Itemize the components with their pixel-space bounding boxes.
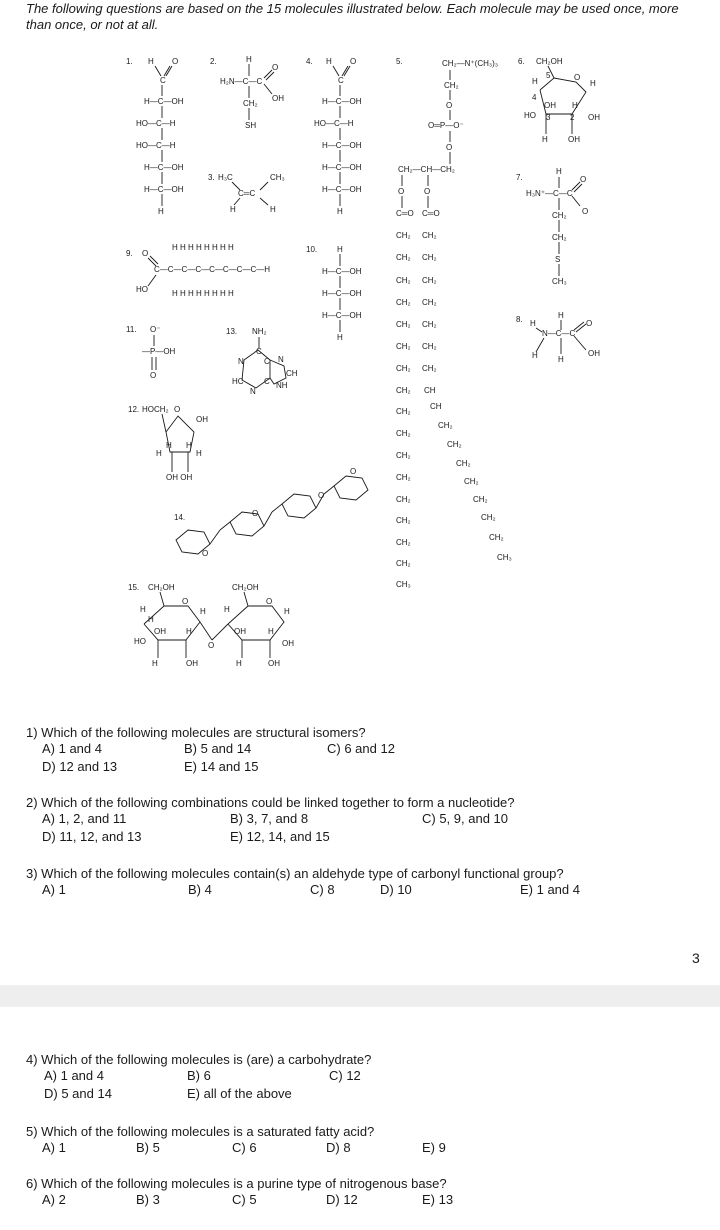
q6-option-e[interactable]: E) 13 <box>422 1192 454 1207</box>
m5-chain-b <box>422 231 437 395</box>
svg-text:CH₂: CH₂ <box>396 364 411 373</box>
svg-text:O: O <box>266 597 273 606</box>
svg-text:H: H <box>166 441 172 450</box>
svg-text:OH: OH <box>234 627 246 636</box>
svg-text:H H H H H H H H: H H H H H H H H <box>172 243 234 252</box>
molecule-3 <box>208 173 285 214</box>
svg-text:NH₂: NH₂ <box>252 327 267 336</box>
svg-text:HC: HC <box>232 377 244 386</box>
svg-text:3.: 3. <box>208 173 215 182</box>
svg-text:HO: HO <box>134 637 146 646</box>
svg-text:C═C: C═C <box>238 189 256 198</box>
svg-text:H: H <box>186 627 192 636</box>
q2-option-c[interactable]: C) 5, 9, and 10 <box>422 811 508 826</box>
svg-text:H: H <box>186 441 192 450</box>
svg-text:CH: CH <box>286 369 298 378</box>
q4-option-c[interactable]: C) 12 <box>329 1068 361 1083</box>
svg-text:H—C—OH: H—C—OH <box>144 185 184 194</box>
question-2-stem: 2) Which of the following combinations could be linked together to form a nucleotide? <box>26 795 515 810</box>
molecule-14 <box>174 467 368 558</box>
svg-text:CH₂: CH₂ <box>396 538 411 547</box>
svg-text:C: C <box>264 377 270 386</box>
svg-text:CH: CH <box>424 386 436 395</box>
svg-text:CH₂: CH₂ <box>422 342 437 351</box>
molecule-15 <box>128 583 294 668</box>
svg-text:CH₂OH: CH₂OH <box>232 583 259 592</box>
question-6-stem: 6) Which of the following molecules is a purine type of nitrogenous base? <box>26 1176 447 1191</box>
q3-option-b[interactable]: B) 4 <box>188 882 212 897</box>
svg-text:H—C—OH: H—C—OH <box>144 163 184 172</box>
svg-text:HO—C—H: HO—C—H <box>314 119 354 128</box>
svg-text:CH₂: CH₂ <box>552 211 567 220</box>
svg-text:H₃C: H₃C <box>218 173 233 182</box>
svg-text:H: H <box>542 135 548 144</box>
svg-text:H: H <box>268 627 274 636</box>
svg-text:H: H <box>156 449 162 458</box>
svg-text:H: H <box>337 333 343 342</box>
svg-text:O⁻: O⁻ <box>150 325 161 334</box>
svg-text:H₃N⁺—C—C: H₃N⁺—C—C <box>526 189 573 198</box>
q6-option-c[interactable]: C) 5 <box>232 1192 257 1207</box>
svg-text:O: O <box>182 597 189 606</box>
svg-text:O: O <box>208 641 215 650</box>
svg-text:O: O <box>582 207 589 216</box>
svg-text:11.: 11. <box>126 325 137 334</box>
q4-option-e[interactable]: E) all of the above <box>187 1086 292 1101</box>
question-1 <box>26 724 366 741</box>
svg-text:O: O <box>318 491 325 500</box>
molecule-10 <box>306 245 362 342</box>
molecule-7 <box>516 167 588 286</box>
svg-text:CH₃: CH₃ <box>497 553 512 562</box>
svg-text:CH₂: CH₂ <box>422 364 437 373</box>
svg-text:CH₂: CH₂ <box>438 421 453 430</box>
svg-text:H₂N—C—C: H₂N—C—C <box>220 77 263 86</box>
q5-option-c[interactable]: C) 6 <box>232 1140 257 1155</box>
svg-text:N: N <box>238 357 244 366</box>
svg-text:H—C—OH: H—C—OH <box>144 97 184 106</box>
svg-text:15.: 15. <box>128 583 140 592</box>
svg-text:O: O <box>586 319 593 328</box>
svg-text:CH₂: CH₂ <box>552 233 567 242</box>
svg-text:O: O <box>142 249 149 258</box>
svg-text:H: H <box>196 449 202 458</box>
svg-text:H—C—OH: H—C—OH <box>322 185 362 194</box>
svg-text:CH₂OH: CH₂OH <box>536 57 563 66</box>
q3-option-c[interactable]: C) 8 <box>310 882 335 897</box>
svg-text:H: H <box>532 77 538 86</box>
svg-text:CH₂: CH₂ <box>422 298 437 307</box>
svg-text:4.: 4. <box>306 57 313 66</box>
question-5-stem: 5) Which of the following molecules is a saturated fatty acid? <box>26 1124 375 1139</box>
page-number: 3 <box>692 950 700 966</box>
svg-text:CH₂: CH₂ <box>396 473 411 482</box>
svg-text:N: N <box>250 387 256 396</box>
svg-text:H: H <box>556 167 562 176</box>
svg-text:H: H <box>200 607 206 616</box>
svg-text:—P—OH: —P—OH <box>142 347 176 356</box>
svg-text:N: N <box>278 355 284 364</box>
svg-text:12.: 12. <box>128 405 140 414</box>
question-1-stem: 1) Which of the following molecules are structural isomers? <box>26 725 366 740</box>
q1-option-a[interactable]: A) 1 and 4 <box>42 741 102 756</box>
svg-text:OH: OH <box>544 101 556 110</box>
svg-text:CH₂: CH₂ <box>481 513 496 522</box>
svg-text:CH₂: CH₂ <box>396 253 411 262</box>
svg-text:O: O <box>174 405 181 414</box>
svg-text:CH₂: CH₂ <box>489 533 504 542</box>
svg-text:CH₃: CH₃ <box>270 173 285 182</box>
q5-option-e[interactable]: E) 9 <box>422 1140 446 1155</box>
m5-chain-c <box>430 402 512 562</box>
q2-option-d[interactable]: D) 11, 12, and 13 <box>42 829 142 844</box>
svg-text:OH: OH <box>196 415 208 424</box>
svg-text:HO—C—H: HO—C—H <box>136 119 176 128</box>
q2-option-a[interactable]: A) 1, 2, and 11 <box>42 811 127 826</box>
svg-text:H: H <box>326 57 332 66</box>
svg-text:HOCH₂: HOCH₂ <box>142 405 169 414</box>
question-3-stem: 3) Which of the following molecules contain(s) an aldehyde type of carbonyl functional group? <box>26 866 564 881</box>
svg-text:CH₂: CH₂ <box>422 276 437 285</box>
svg-text:H: H <box>246 55 252 64</box>
svg-text:O: O <box>398 187 405 196</box>
svg-text:H: H <box>337 245 343 254</box>
svg-text:2.: 2. <box>210 57 217 66</box>
q1-option-d[interactable]: D) 12 and 13 <box>42 759 118 774</box>
svg-text:CH₂: CH₂ <box>396 495 411 504</box>
svg-text:CH₂OH: CH₂OH <box>148 583 175 592</box>
svg-text:O: O <box>350 467 357 476</box>
q4-option-a[interactable]: A) 1 and 4 <box>44 1068 104 1083</box>
molecule-4 <box>306 57 362 216</box>
svg-text:H: H <box>532 351 538 360</box>
svg-text:OH: OH <box>154 627 166 636</box>
svg-text:H: H <box>337 207 343 216</box>
q5-option-d[interactable]: D) 8 <box>326 1140 351 1155</box>
question-4-stem: 4) Which of the following molecules is (are) a carbohydrate? <box>26 1052 372 1067</box>
svg-text:CH₂: CH₂ <box>422 320 437 329</box>
svg-text:CH₂: CH₂ <box>456 459 471 468</box>
svg-text:CH₂: CH₂ <box>396 320 411 329</box>
q1-option-b[interactable]: B) 5 and 14 <box>184 741 252 756</box>
svg-text:N—C—C: N—C—C <box>542 329 576 338</box>
svg-text:CH₂—N⁺(CH₃)₃: CH₂—N⁺(CH₃)₃ <box>442 59 499 68</box>
svg-text:NH: NH <box>276 381 288 390</box>
svg-text:O: O <box>446 143 453 152</box>
svg-text:CH₂: CH₂ <box>396 429 411 438</box>
svg-text:H—C—OH: H—C—OH <box>322 141 362 150</box>
q3-option-a[interactable]: A) 1 <box>42 882 66 897</box>
molecule-5 <box>396 57 512 589</box>
question-3 <box>26 865 564 882</box>
molecule-11 <box>126 325 176 380</box>
svg-text:CH₂: CH₂ <box>396 231 411 240</box>
svg-text:CH₂: CH₂ <box>464 477 479 486</box>
question-5 <box>26 1123 374 1140</box>
svg-text:HO: HO <box>136 285 148 294</box>
question-2 <box>26 794 515 811</box>
svg-text:H—C—OH: H—C—OH <box>322 289 362 298</box>
svg-text:2: 2 <box>570 113 575 122</box>
svg-text:9.: 9. <box>126 249 133 258</box>
svg-text:H: H <box>270 205 276 214</box>
svg-text:C═O: C═O <box>396 209 414 218</box>
svg-text:CH₂: CH₂ <box>396 386 411 395</box>
intro-text: The following questions are based on the 15 molecules illustrated below. Each molecule may be used once, more than once, or not at all. <box>26 1 679 32</box>
svg-text:H: H <box>148 615 154 624</box>
svg-text:7.: 7. <box>516 173 523 182</box>
svg-text:CH₂: CH₂ <box>422 253 437 262</box>
q2-option-b[interactable]: B) 3, 7, and 8 <box>230 811 309 826</box>
svg-text:CH₂: CH₂ <box>444 81 459 90</box>
svg-text:CH₂: CH₂ <box>473 495 488 504</box>
svg-text:CH₂: CH₂ <box>396 276 411 285</box>
svg-text:5: 5 <box>546 71 551 80</box>
question-6 <box>26 1175 447 1192</box>
svg-text:O: O <box>150 371 157 380</box>
svg-text:O═P—O⁻: O═P—O⁻ <box>428 121 464 130</box>
svg-text:H: H <box>148 57 154 66</box>
svg-text:H: H <box>558 355 564 364</box>
svg-text:OH: OH <box>268 659 280 668</box>
svg-text:CH₂: CH₂ <box>243 99 258 108</box>
q6-option-a[interactable]: A) 2 <box>42 1192 66 1207</box>
m5-chain-a <box>396 231 411 589</box>
q5-option-b[interactable]: B) 5 <box>136 1140 160 1155</box>
svg-text:CH₂: CH₂ <box>396 516 411 525</box>
molecule-6 <box>518 57 600 144</box>
svg-text:CH₃: CH₃ <box>552 277 567 286</box>
svg-text:CH: CH <box>430 402 442 411</box>
svg-text:5.: 5. <box>396 57 403 66</box>
svg-text:HO: HO <box>524 111 536 120</box>
svg-text:H—C—OH: H—C—OH <box>322 163 362 172</box>
svg-text:CH₂: CH₂ <box>422 231 437 240</box>
q1-option-c[interactable]: C) 6 and 12 <box>327 741 395 756</box>
svg-text:O: O <box>350 57 357 66</box>
svg-text:4: 4 <box>532 93 537 102</box>
svg-text:OH: OH <box>272 94 284 103</box>
svg-text:CH₂: CH₂ <box>396 559 411 568</box>
svg-text:C═O: C═O <box>422 209 440 218</box>
svg-text:SH: SH <box>245 121 257 130</box>
molecule-2 <box>210 55 284 130</box>
svg-text:CH₂: CH₂ <box>447 440 462 449</box>
molecule-12 <box>128 405 208 482</box>
page-2 <box>0 1007 720 1230</box>
svg-text:O: O <box>424 187 431 196</box>
q4-option-b[interactable]: B) 6 <box>187 1068 211 1083</box>
svg-text:O: O <box>580 175 587 184</box>
q3-option-d[interactable]: D) 10 <box>380 882 412 897</box>
svg-text:H: H <box>558 311 564 320</box>
svg-text:OH: OH <box>588 113 600 122</box>
svg-text:OH: OH <box>588 349 600 358</box>
svg-text:CH₃: CH₃ <box>396 580 411 589</box>
svg-text:6.: 6. <box>518 57 525 66</box>
svg-text:H: H <box>236 659 242 668</box>
svg-text:CH₂: CH₂ <box>396 298 411 307</box>
svg-text:HO—C—H: HO—C—H <box>136 141 176 150</box>
svg-text:H: H <box>140 605 146 614</box>
q1-option-e[interactable]: E) 14 and 15 <box>184 759 259 774</box>
svg-text:CH₂—CH—CH₂: CH₂—CH—CH₂ <box>398 165 455 174</box>
page-separator <box>0 985 720 1007</box>
svg-text:O: O <box>202 549 209 558</box>
svg-text:H: H <box>572 101 578 110</box>
molecule-13 <box>226 327 298 396</box>
svg-text:O: O <box>446 101 453 110</box>
m1-number: 1. <box>126 57 133 66</box>
svg-text:O: O <box>252 509 259 518</box>
q3-option-e[interactable]: E) 1 and 4 <box>520 882 580 897</box>
q2-option-e[interactable]: E) 12, 14, and 15 <box>230 829 330 844</box>
svg-text:OH: OH <box>568 135 580 144</box>
svg-text:H H H H H H H H: H H H H H H H H <box>172 289 234 298</box>
svg-text:H: H <box>530 319 536 328</box>
svg-text:H: H <box>230 205 236 214</box>
q4-option-d[interactable]: D) 5 and 14 <box>44 1086 112 1101</box>
svg-text:H: H <box>152 659 158 668</box>
svg-text:H—C—OH: H—C—OH <box>322 97 362 106</box>
svg-text:H: H <box>224 605 230 614</box>
svg-text:CH₂: CH₂ <box>396 407 411 416</box>
svg-text:O: O <box>272 63 279 72</box>
molecule-8 <box>516 311 600 364</box>
svg-text:H: H <box>158 207 164 216</box>
svg-text:O: O <box>172 57 179 66</box>
svg-text:H—C—OH: H—C—OH <box>322 267 362 276</box>
svg-text:O: O <box>574 73 581 82</box>
svg-text:OH OH: OH OH <box>166 473 193 482</box>
q6-option-d[interactable]: D) 12 <box>326 1192 358 1207</box>
svg-text:C: C <box>256 347 262 356</box>
molecule-9 <box>126 243 270 298</box>
svg-text:H—C—OH: H—C—OH <box>322 311 362 320</box>
svg-text:C—C—C—C—C—C—C—C—H: C—C—C—C—C—C—C—C—H <box>154 265 270 274</box>
svg-text:8.: 8. <box>516 315 523 324</box>
svg-text:10.: 10. <box>306 245 318 254</box>
svg-text:H: H <box>284 607 290 616</box>
svg-text:CH₂: CH₂ <box>396 342 411 351</box>
svg-text:CH₂: CH₂ <box>396 451 411 460</box>
molecule-1 <box>126 57 184 216</box>
svg-text:C: C <box>338 76 344 85</box>
q6-option-b[interactable]: B) 3 <box>136 1192 160 1207</box>
svg-text:OH: OH <box>186 659 198 668</box>
svg-text:OH: OH <box>282 639 294 648</box>
svg-text:S: S <box>555 255 561 264</box>
svg-text:C: C <box>264 357 270 366</box>
svg-text:3: 3 <box>546 113 551 122</box>
svg-text:14.: 14. <box>174 513 186 522</box>
q5-option-a[interactable]: A) 1 <box>42 1140 66 1155</box>
svg-text:H: H <box>590 79 596 88</box>
svg-text:C: C <box>160 76 166 85</box>
question-4 <box>26 1051 371 1068</box>
svg-text:13.: 13. <box>226 327 238 336</box>
